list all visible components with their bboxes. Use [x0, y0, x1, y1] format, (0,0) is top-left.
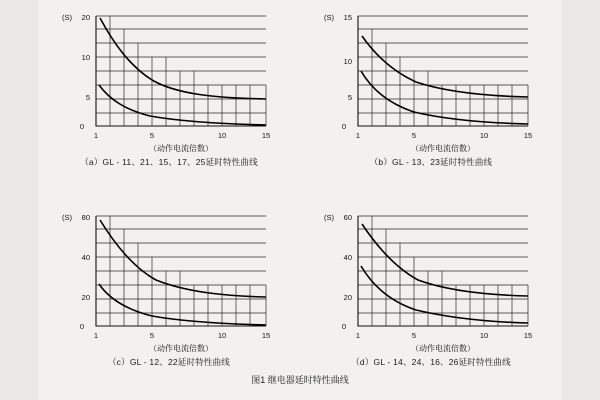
xtick-b-15: 15 [523, 131, 533, 140]
xtick-d-15: 15 [523, 331, 533, 340]
xtick-d-5: 5 [411, 331, 417, 340]
grid-a [96, 16, 266, 126]
xtick-b-5: 5 [411, 131, 417, 140]
xtick-a-1: 1 [93, 131, 99, 140]
ytick-d-20: 20 [343, 293, 352, 302]
panel-b [300, 0, 562, 200]
chart-c-svg [44, 204, 294, 354]
xlabel-a: （动作电流倍数） [149, 144, 213, 153]
chart-c [38, 204, 300, 354]
ytick-b-5: 5 [347, 93, 352, 102]
y-unit-b: (S) [324, 13, 334, 22]
xtick-c-15: 15 [261, 331, 271, 340]
y-unit-d: (S) [324, 213, 334, 222]
ytick-b-10: 10 [343, 57, 352, 66]
panel-b-caption: （b）GL - 13、23延时特性曲线 [369, 157, 493, 167]
ytick-b-0: 0 [341, 122, 346, 131]
panel-a-caption: （a）GL - 11、21、15、17、25延时特性曲线 [80, 157, 258, 167]
right-page-edge [562, 0, 600, 400]
xlabel-c: （动作电流倍数） [149, 344, 213, 353]
panel-grid [38, 0, 562, 400]
ytick-d-0: 0 [341, 322, 346, 331]
panel-c-caption: （c）GL - 12、22延时特性曲线 [107, 357, 231, 367]
xtick-d-1: 1 [355, 331, 361, 340]
ytick-d-60: 60 [343, 213, 352, 222]
chart-b-svg [306, 4, 556, 154]
grid-c [96, 216, 266, 326]
figure-caption: 图1 继电器延时特性曲线 [251, 375, 349, 385]
ytick-c-80: 80 [81, 213, 90, 222]
y-unit-a: (S) [62, 13, 72, 22]
ytick-b-15: 15 [343, 13, 352, 22]
xtick-a-15: 15 [261, 131, 271, 140]
curve-c-upper [100, 220, 266, 297]
ytick-c-20: 20 [81, 293, 90, 302]
chart-a-svg [44, 4, 294, 154]
left-page-edge [0, 0, 38, 400]
xtick-a-5: 5 [149, 131, 155, 140]
ytick-a-5: 5 [85, 93, 90, 102]
curve-b-upper [362, 36, 528, 97]
xtick-a-10: 10 [217, 131, 227, 140]
xtick-b-10: 10 [479, 131, 489, 140]
xtick-b-1: 1 [355, 131, 361, 140]
y-unit-c: (S) [62, 213, 72, 222]
ytick-a-20: 20 [81, 13, 90, 22]
chart-a [38, 4, 300, 154]
panel-d [300, 200, 562, 400]
ytick-a-0: 0 [79, 122, 84, 131]
xtick-d-10: 10 [479, 331, 489, 340]
xtick-c-1: 1 [93, 331, 99, 340]
ytick-c-40: 40 [81, 253, 90, 262]
xlabel-b: （动作电流倍数） [411, 144, 475, 153]
grid-b [358, 16, 528, 126]
chart-b [300, 4, 562, 154]
xtick-c-5: 5 [149, 331, 155, 340]
ytick-d-40: 40 [343, 253, 352, 262]
chart-d [300, 204, 562, 354]
ytick-a-10: 10 [81, 53, 90, 62]
chart-d-svg [306, 204, 556, 354]
xtick-c-10: 10 [217, 331, 227, 340]
ytick-c-0: 0 [79, 322, 84, 331]
panel-a [38, 0, 300, 200]
panel-d-caption: （d）GL - 14、24、16、26延时特性曲线 [351, 357, 511, 367]
panel-c [38, 200, 300, 400]
grid-d [358, 216, 528, 326]
xlabel-d: （动作电流倍数） [411, 344, 475, 353]
curve-a-upper [100, 18, 266, 99]
